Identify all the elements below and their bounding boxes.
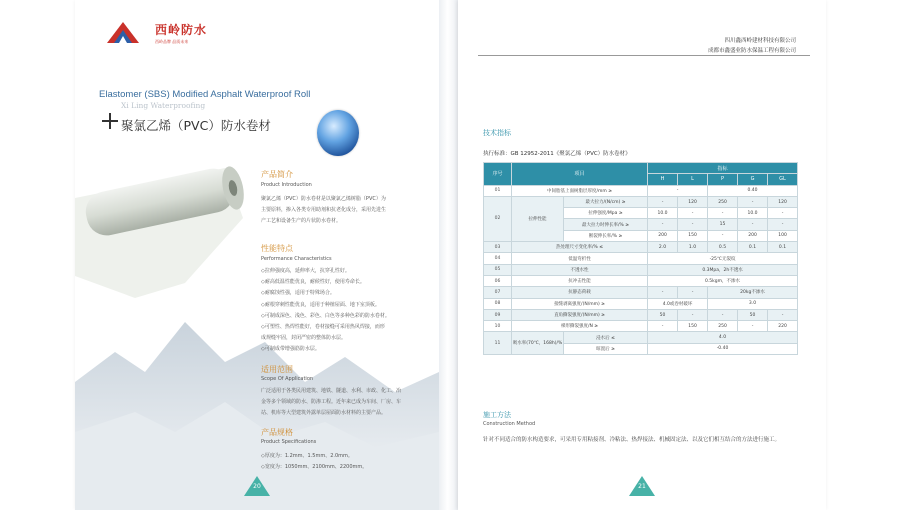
cell: 250 <box>708 321 738 332</box>
col-gl: GL <box>768 174 798 185</box>
header-divider <box>478 55 810 56</box>
cell: 200 <box>648 230 678 241</box>
page-number-right <box>629 476 655 496</box>
cell: 0.1 <box>768 242 798 253</box>
left-page <box>75 0 439 510</box>
feature-item: ◇耐根穿刺性能优良，适用于种植屋面、地下室顶板。 <box>261 301 380 308</box>
cell: - <box>708 208 738 219</box>
pvc-roll-image <box>75 158 255 318</box>
cell: - <box>708 309 738 320</box>
cell: 0.5 <box>708 242 738 253</box>
cell: 抗静态荷载 <box>512 287 648 298</box>
intro-heading: 产品简介 <box>261 170 293 179</box>
cell: 100 <box>768 230 798 241</box>
brand-slogan: 西岭品牌 品质未来 <box>155 39 189 44</box>
company-name-1: 四川鑫西岭建材科技有限公司 <box>724 38 796 44</box>
features-heading: 性能特点 <box>261 244 293 253</box>
cell: - <box>738 196 768 207</box>
cell: 浸水后 ≤ <box>564 332 648 343</box>
cell: 200 <box>738 230 768 241</box>
scope-text <box>261 386 431 419</box>
feature-item: ◇耐腐蚀性强，适用于特殊场合。 <box>261 290 335 297</box>
specs-list <box>261 451 367 473</box>
intro-line: 主要原料，掺入各类专用助剂和抗老化成分，采用先进生 <box>261 207 387 213</box>
cell: 3.0 <box>708 298 798 309</box>
cell: 150 <box>678 230 708 241</box>
table-header-row <box>484 163 798 174</box>
cell: 07 <box>484 287 512 298</box>
cell: - <box>678 219 708 230</box>
cell: 02 <box>484 196 512 241</box>
cell: 4.0或卷材破坏 <box>648 298 708 309</box>
cell: - <box>678 287 708 298</box>
cell: 05 <box>484 264 512 275</box>
cell: 断裂伸长率/% ≥ <box>564 230 648 241</box>
cell: 梯形撕裂强度/N ≥ <box>512 321 648 332</box>
construction-heading: 施工方法 <box>483 411 511 419</box>
product-title: 聚氯乙烯（PVC）防水卷材 <box>121 118 271 133</box>
table-row <box>484 332 798 343</box>
cell: 09 <box>484 309 512 320</box>
cell: 150 <box>678 321 708 332</box>
cell: 10.0 <box>738 208 768 219</box>
cell: - <box>768 219 798 230</box>
cell: 120 <box>768 196 798 207</box>
spec-item: ◇厚度为：1.2mm、1.5mm、2.0mm。 <box>261 453 353 459</box>
cell: 接缝剥离强度/(N/mm) ≥ <box>512 298 648 309</box>
table-row <box>484 242 798 253</box>
cell: - <box>738 321 768 332</box>
cell: 120 <box>678 196 708 207</box>
cell: 低温弯折性 <box>512 253 648 264</box>
construction-text: 针对不同适合的防水构造要求，可采用专用粘接剂、冷粘法、热焊接法、机械固定法、以及它们相互结合的方法进行施工。 <box>483 437 781 443</box>
construction-heading-en: Construction Method <box>483 421 536 427</box>
cell: 直角撕裂强度/(N/mm) ≥ <box>512 309 648 320</box>
feature-item: ◇可塑性、热焊性能好，卷材接缝可采用热风焊接，而形 <box>261 324 385 331</box>
brand-mountain-icon <box>105 19 141 45</box>
cell: 01 <box>484 185 512 196</box>
col-no: 序号 <box>484 163 512 186</box>
intro-line: 产工艺和设备生产的片状防水卷材。 <box>261 218 342 224</box>
english-title: Elastomer (SBS) Modified Asphalt Waterproof Roll <box>99 89 311 100</box>
cell: 1.0 <box>678 242 708 253</box>
spec-table <box>483 162 798 355</box>
book-fold <box>439 0 458 510</box>
cell: - <box>648 219 678 230</box>
cell: 06 <box>484 275 512 286</box>
specs-heading: 产品规格 <box>261 428 293 437</box>
right-page <box>458 0 826 510</box>
cell: -25℃无裂纹 <box>648 253 798 264</box>
cell: 拉伸性能 <box>512 196 564 241</box>
cell: 20kg不渗水 <box>708 287 798 298</box>
cell: - <box>678 208 708 219</box>
cell: 10.0 <box>648 208 678 219</box>
cell: 最大拉力时伸长率/% ≥ <box>564 219 648 230</box>
cell: 0.40 <box>708 185 798 196</box>
cell: 15 <box>708 219 738 230</box>
cell: - <box>648 196 678 207</box>
cell: 11 <box>484 332 512 355</box>
feature-item: 成规缝牢固，封闭严密的整体防水层。 <box>261 335 347 342</box>
feature-item: ◇拉伸强度高，延伸率大，抗穿孔性好。 <box>261 268 350 274</box>
intro-line: 聚氯乙烯（PVC）防水卷材是以聚氯乙烯树脂（PVC）为 <box>261 196 386 202</box>
features-heading-en: Performance Characteristics <box>261 256 332 262</box>
scope-line: 广泛适用于各类民用建筑、地铁、隧道、水利、市政、化工、冶 <box>261 388 402 394</box>
product-globe-image <box>317 110 359 156</box>
intro-text <box>261 194 431 227</box>
table-row <box>484 321 798 332</box>
specs-heading-en: Product Specifications <box>261 439 317 445</box>
cell: - <box>678 309 708 320</box>
cell: 10 <box>484 321 512 332</box>
table-row <box>484 287 798 298</box>
cell: - <box>738 219 768 230</box>
cell: 04 <box>484 253 512 264</box>
feature-item: ◇可制成带增强筋防水层。 <box>261 346 320 353</box>
table-row <box>484 185 798 196</box>
table-row <box>484 264 798 275</box>
cell: 0.3Mpa，2h不透水 <box>648 264 798 275</box>
features-list <box>261 266 390 356</box>
cell: -0.40 <box>648 343 798 354</box>
table-row <box>484 196 798 207</box>
brand-name: 西岭防水 <box>155 23 208 37</box>
scope-line: 站、机库等大型建筑外露单层屋面防水材料的主要产品。 <box>261 410 387 416</box>
col-p: P <box>708 174 738 185</box>
scope-line: 金等多个领域的防水、防渗工程。近年来已成为车间、厂房、车 <box>261 399 402 405</box>
brand-logo <box>105 17 225 49</box>
cell: 03 <box>484 242 512 253</box>
cell: 08 <box>484 298 512 309</box>
intro-heading-en: Product Introduction <box>261 182 312 188</box>
cell: - <box>648 321 678 332</box>
cell: 0.1 <box>738 242 768 253</box>
table-row <box>484 309 798 320</box>
feature-item: ◇可制成深色、浅色、彩色、白色等多种色彩的防水卷材。 <box>261 312 390 319</box>
cell: 50 <box>648 309 678 320</box>
cell: - <box>708 230 738 241</box>
cell: 晾置后 ≥ <box>564 343 648 354</box>
tech-heading: 技术指标 <box>483 129 511 137</box>
cell: 0.5kgm，不渗水 <box>648 275 798 286</box>
col-l: L <box>678 174 708 185</box>
scope-heading: 适用范围 <box>261 365 293 374</box>
cell: - <box>648 287 678 298</box>
company-name-2: 成都市鑫盛业防水保温工程有限公司 <box>707 48 796 54</box>
cell: 拉伸强度/Mpa ≥ <box>564 208 648 219</box>
table-row <box>484 298 798 309</box>
col-g: G <box>738 174 768 185</box>
cell: 250 <box>708 196 738 207</box>
page-number-text: 20 <box>253 483 261 490</box>
cell: 50 <box>738 309 768 320</box>
cross-mark-icon <box>102 113 118 129</box>
cell: 最大拉力/(N/cm) ≥ <box>564 196 648 207</box>
col-index: 指标 <box>648 163 798 174</box>
table-row <box>484 275 798 286</box>
cell: 220 <box>768 321 798 332</box>
cell: 中间胎基上面树脂层厚度/mm ≥ <box>512 185 648 196</box>
scope-heading-en: Scope Of Application <box>261 376 314 382</box>
col-h: H <box>648 174 678 185</box>
cell: - <box>768 208 798 219</box>
cell: - <box>648 185 708 196</box>
spec-item: ◇宽度为：1050mm、2100mm、2200mm。 <box>261 464 368 471</box>
cell: 4.0 <box>648 332 798 343</box>
cell: 热处理尺寸变化率/% ≤ <box>512 242 648 253</box>
page-number-left <box>244 476 270 496</box>
cell: 2.0 <box>648 242 678 253</box>
page-number-text: 21 <box>638 483 646 490</box>
col-item: 项目 <box>512 163 648 186</box>
cell: - <box>768 309 798 320</box>
feature-item: ◇耐高低温性能优良，耐候性好，使用寿命长。 <box>261 279 365 286</box>
cell: 不透水性 <box>512 264 648 275</box>
sub-title: Xi Ling Waterproofing <box>121 101 206 110</box>
table-row <box>484 253 798 264</box>
standard-text: 执行标准：GB 12952-2011《聚氯乙烯（PVC）防水卷材》 <box>483 151 631 157</box>
cell: 抗冲击性能 <box>512 275 648 286</box>
cell: 吸水率(70℃，168h)/% <box>512 332 564 355</box>
